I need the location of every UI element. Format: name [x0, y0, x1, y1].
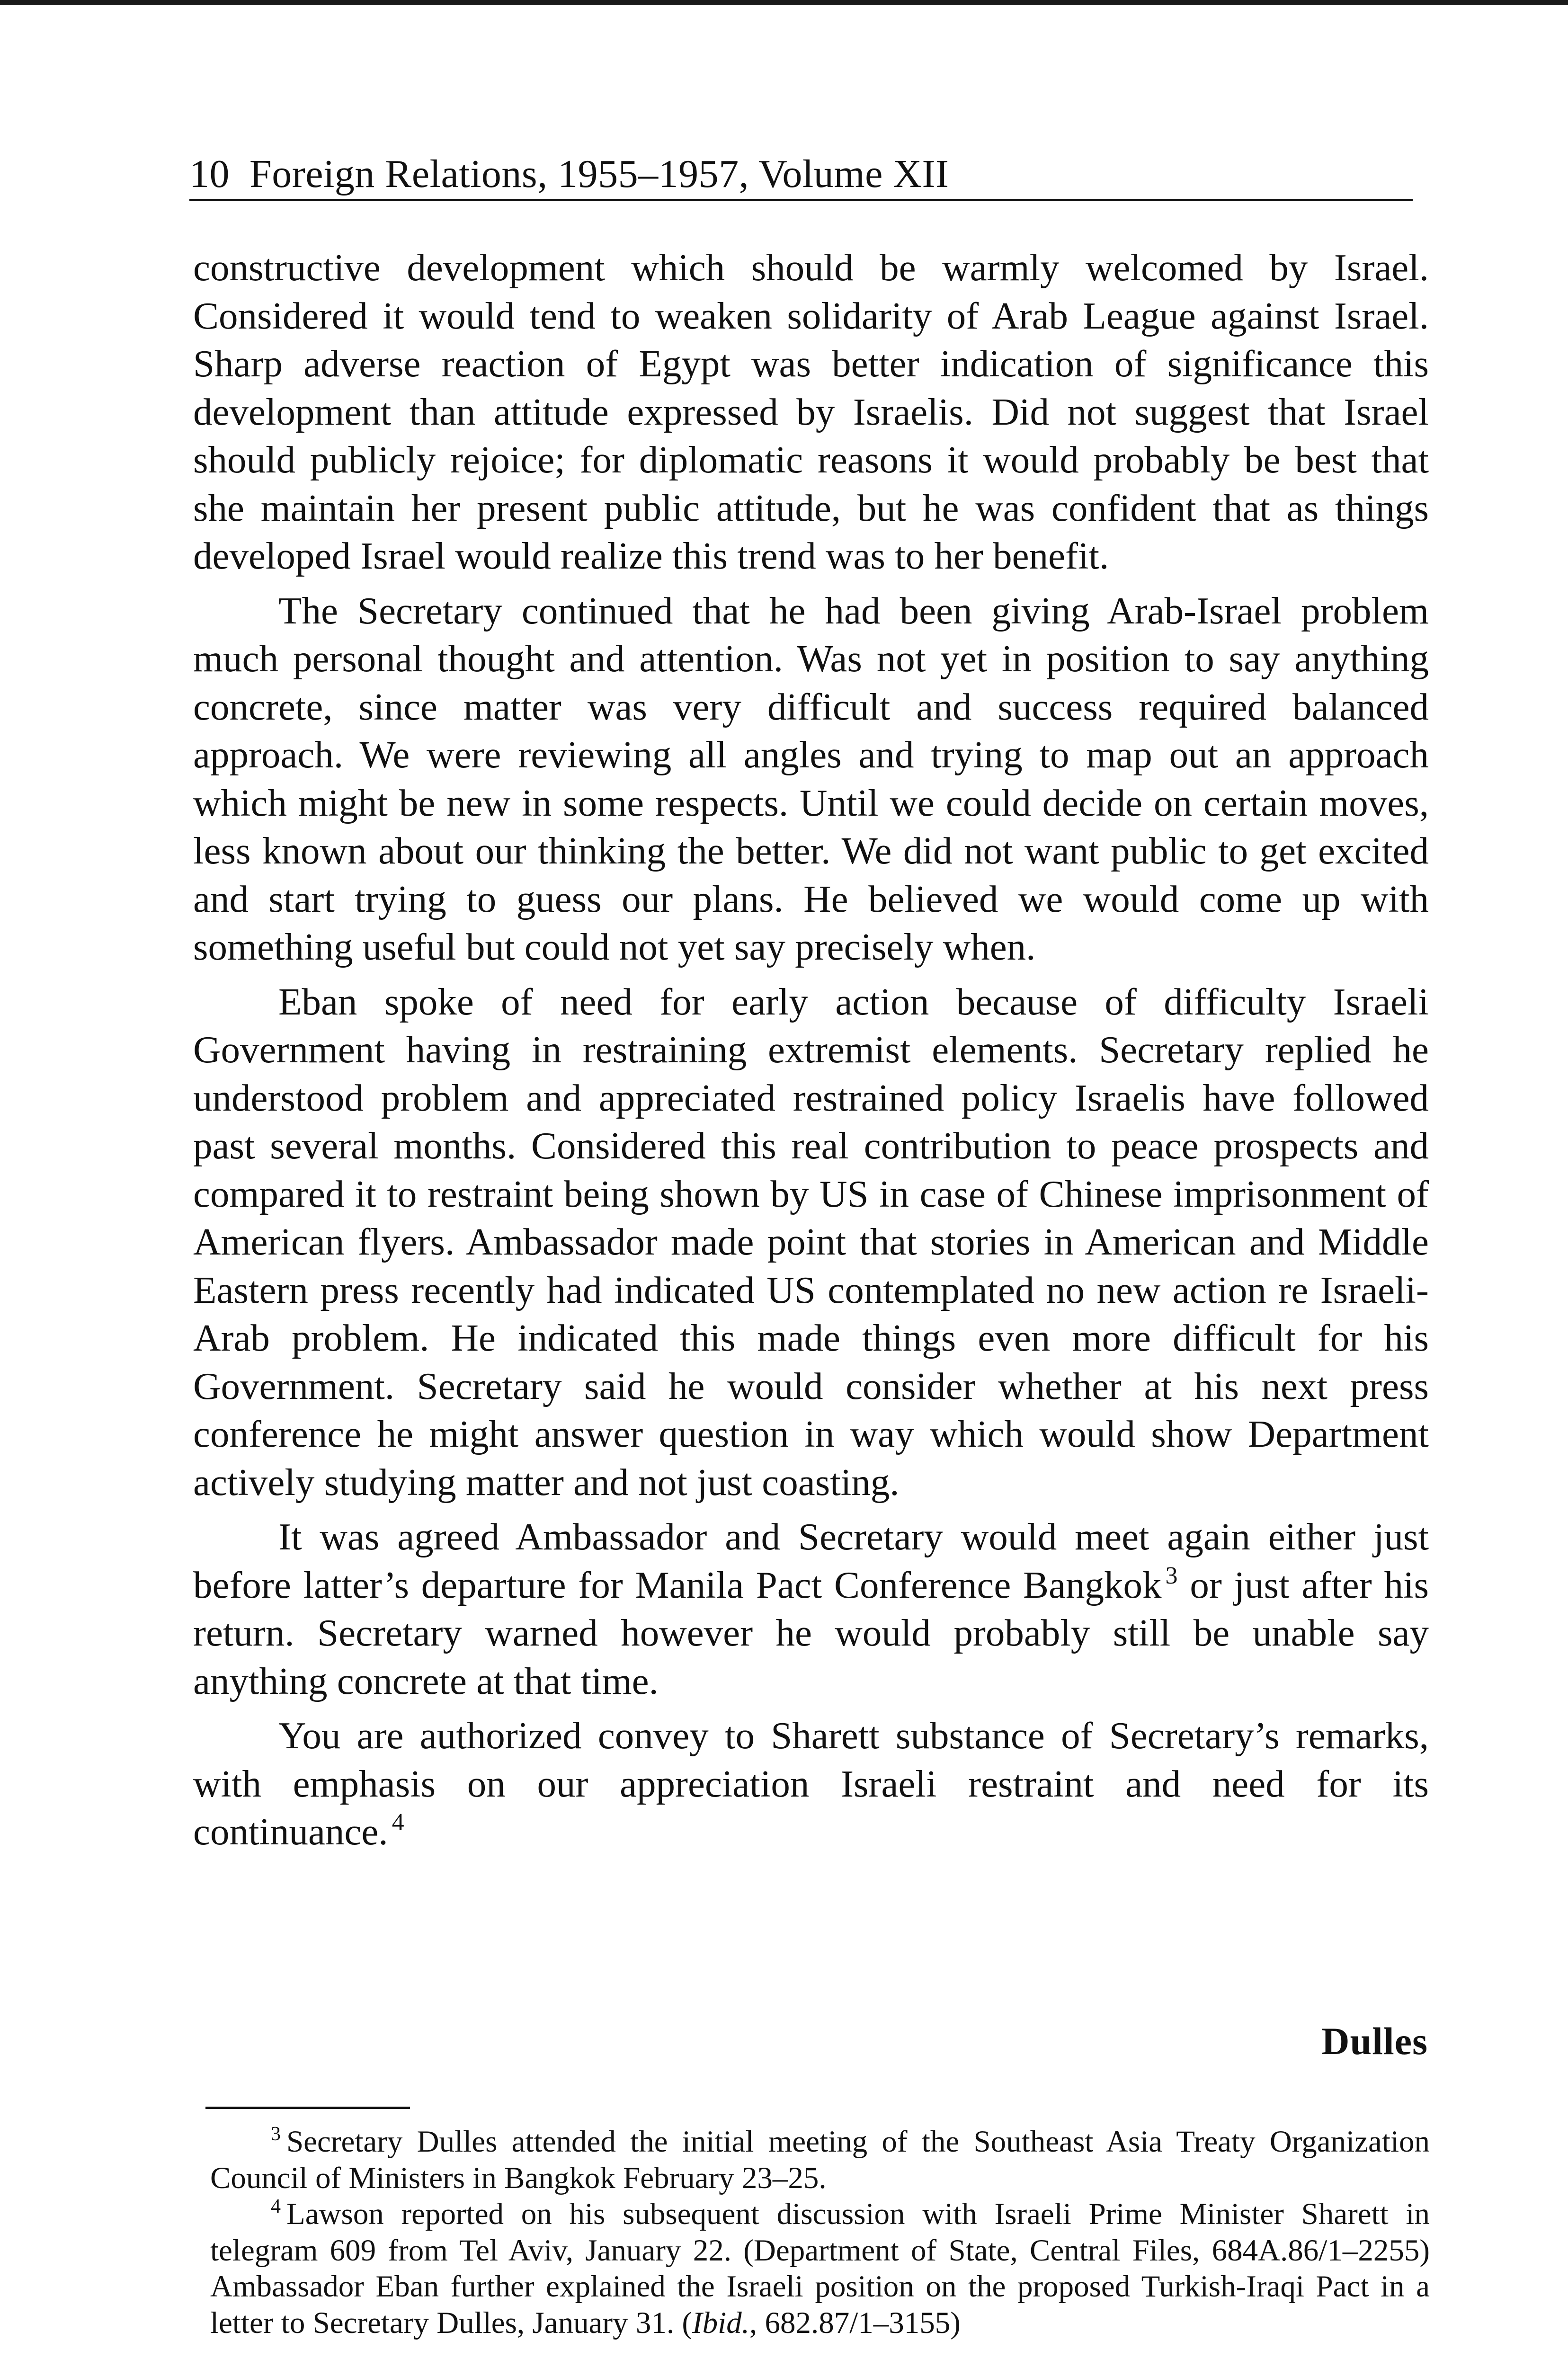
- page-number: 10: [189, 152, 230, 196]
- footnote-mark: 4: [271, 2196, 281, 2217]
- ibid-citation: Ibid.: [692, 2305, 749, 2340]
- footnote-rule: [205, 2107, 410, 2109]
- footnote: $^3$ Secretary Dulles attended the initial meeting of the Southeast Asia Treaty Organization Council of Ministers in Bangkok February 23–25.: [210, 2123, 1430, 2195]
- paragraph: Eban spoke of need for early action because of difficulty Israeli Government having in restraining extremist elements. Secretary replied he understood problem and appreciated restrained policy Israelis have followed past several months. Considered this real contribution to peace prospects and compared it to restraint being shown by US in case of Chinese imprisonment of American flyers. Ambassador made point that stories in American and Middle Eastern press recently had indicated US contemplated no new action re Israeli-Arab problem. He indicated this made things even more difficult for his Government. Secretary said he would consider whether at his next press conference he might answer question in way which would show Department actively studying matter and not just coasting.: [193, 980, 1429, 1504]
- volume-title: Foreign Relations, 1955–1957, Volume XII: [249, 152, 949, 196]
- footnote: $^4$ Lawson reported on his subsequent discussion with Israeli Prime Minister Sharett in telegram 609 from Tel Aviv, January 22. (Department of State, Central Files, 684A.86/1–2255) Ambassador Eban further explained the Israeli position on the proposed Turkish-Iraqi Pact in a letter to Secretary Dulles, January 31. (Ibid., 682.87/1–3155): [210, 2196, 1430, 2340]
- body-text: [193, 244, 1429, 1863]
- running-head: [189, 151, 1413, 198]
- footnote-reference[interactable]: 3: [1165, 1562, 1178, 1589]
- scan-top-border: [0, 0, 1568, 5]
- paragraph: constructive development which should be warmly welcomed by Israel. Considered it would tend to weaken solidarity of Arab League against Israel. Sharp adverse reaction of Egypt was better indication of significance this development than attitude expressed by Israelis. Did not suggest that Israel should publicly rejoice; for diplomatic reasons it would probably be best that she maintain her present public attitude, but he was confident that as things developed Israel would realize this trend was to her benefit.: [193, 246, 1429, 577]
- footnotes: [210, 2124, 1430, 2341]
- paragraph: The Secretary continued that he had been giving Arab-Israel problem much personal thought and attention. Was not yet in position to say anything concrete, since matter was very difficult and success required balanced approach. We were reviewing all angles and trying to map out an approach which might be new in some respects. Until we could decide on certain moves, less known about our thinking the better. We did not want public to get excited and start trying to guess our plans. He believed we would come up with something useful but could not yet say precisely when.: [193, 589, 1429, 968]
- paragraph: You are authorized convey to Sharett substance of Secretary’s remarks, with emphasis on our appreciation Israeli restraint and need for its continuance. $^4$: [193, 1714, 1429, 1853]
- header-rule: [189, 199, 1413, 201]
- footnote-reference[interactable]: 4: [392, 1809, 404, 1836]
- footnote-mark: 3: [271, 2123, 281, 2145]
- signature: Dulles: [1321, 2020, 1428, 2063]
- paragraph: It was agreed Ambassador and Secretary would meet again either just before latter’s departure for Manila Pact Conference Bangkok $^3$ or just after his return. Secretary warned however he would probably still be unable say anything concrete at that time.: [193, 1515, 1429, 1702]
